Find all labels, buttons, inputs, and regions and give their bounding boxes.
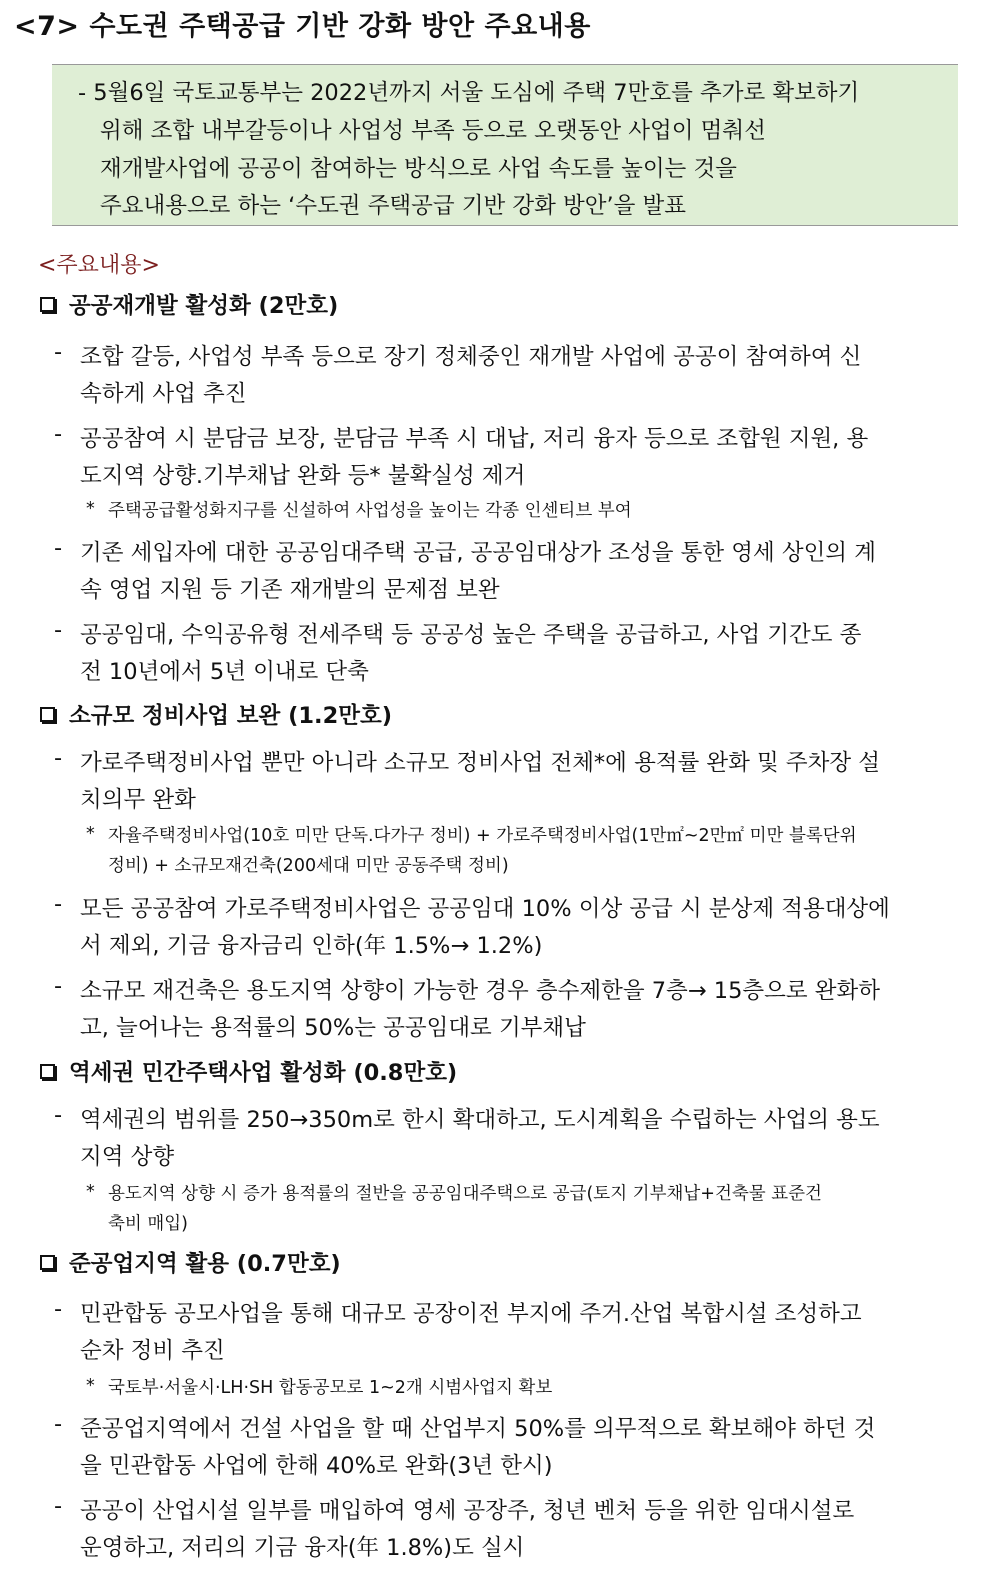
checkbox-square-icon <box>40 1255 55 1270</box>
item-line: 치의무 완화 <box>80 787 196 813</box>
page-title: <7> 수도권 주택공급 기반 강화 방안 주요내용 <box>14 11 591 42</box>
item-line: 서 제외, 기금 융자금리 인하(年 1.5%→ 1.2%) <box>80 933 543 959</box>
checkbox-square-icon <box>40 297 55 312</box>
section-heading-text: 준공업지역 활용 (0.7만호) <box>69 1251 341 1277</box>
dash-bullet: - <box>54 421 63 447</box>
section-heading-text: 역세권 민간주택사업 활성화 (0.8만호) <box>69 1060 458 1086</box>
item-line: 고, 늘어나는 용적률의 50%는 공공임대로 기부채납 <box>80 1015 586 1041</box>
item-line: 준공업지역에서 건설 사업을 할 때 산업부지 50%를 의무적으로 확보해야 하던 것 <box>80 1416 876 1442</box>
note-line: 국토부·서울시·LH·SH 합동공모로 1~2개 시범사업지 확보 <box>108 1378 553 1398</box>
dash-bullet: - <box>54 973 63 999</box>
dash-bullet: - <box>54 617 63 643</box>
section-heading <box>40 288 338 320</box>
note-star: * <box>86 1376 95 1396</box>
item-line: 운영하고, 저리의 기금 융자(年 1.8%)도 실시 <box>80 1535 525 1561</box>
section-heading-text: 소규모 정비사업 보완 (1.2만호) <box>69 703 393 729</box>
item-line: 도지역 상향.기부채납 완화 등* 불확실성 제거 <box>80 463 526 489</box>
item-line: 민관합동 공모사업을 통해 대규모 공장이전 부지에 주거.산업 복합시설 조성하고 <box>80 1301 862 1327</box>
item-line: 속 영업 지원 등 기존 재개발의 문제점 보완 <box>80 577 500 603</box>
summary-line: 위해 조합 내부갈등이나 사업성 부족 등으로 오랫동안 사업이 멈춰선 <box>100 118 766 144</box>
dash-bullet: - <box>54 339 63 365</box>
note-line: 자율주택정비사업(10호 미만 단독.다가구 정비) + 가로주택정비사업(1만㎡~2만㎡ 미만 블록단위 <box>108 826 857 846</box>
note-line: 용도지역 상향 시 증가 용적률의 절반을 공공임대주택으로 공급(토지 기부채납+건축물 표준건 <box>108 1184 822 1204</box>
dash-bullet: - <box>54 1493 63 1519</box>
dash-bullet: - <box>54 745 63 771</box>
checkbox-square-icon <box>40 707 55 722</box>
section-heading <box>40 698 392 730</box>
note-line: 축비 매입) <box>108 1214 189 1234</box>
item-line: 역세권의 범위를 250→350m로 한시 확대하고, 도시계획을 수립하는 사업의 용도 <box>80 1107 880 1133</box>
dash-bullet: - <box>54 1411 63 1437</box>
checkbox-square-icon <box>40 1064 55 1079</box>
item-line: 소규모 재건축은 용도지역 상향이 가능한 경우 층수제한을 7층→ 15층으로 완화하 <box>80 978 880 1004</box>
note-line: 정비) + 소규모재건축(200세대 미만 공동주택 정비) <box>108 856 509 876</box>
item-line: 공공참여 시 분담금 보장, 분담금 부족 시 대납, 저리 융자 등으로 조합원 지원, 용 <box>80 426 869 452</box>
item-line: 기존 세입자에 대한 공공임대주택 공급, 공공임대상가 조성을 통한 영세 상인의 계 <box>80 540 876 566</box>
item-line: 가로주택정비사업 뿐만 아니라 소규모 정비사업 전체*에 용적률 완화 및 주차장 설 <box>80 750 881 776</box>
item-line: 공공임대, 수익공유형 전세주택 등 공공성 높은 주택을 공급하고, 사업 기간도 종 <box>80 622 862 648</box>
item-line: 지역 상향 <box>80 1144 175 1170</box>
dash-bullet: - <box>54 535 63 561</box>
item-line: 전 10년에서 5년 이내로 단축 <box>80 659 369 685</box>
section-heading-text: 공공재개발 활성화 (2만호) <box>69 293 339 319</box>
item-line: 을 민관합동 사업에 한해 40%로 완화(3년 한시) <box>80 1453 553 1479</box>
dash-bullet: - <box>54 891 63 917</box>
item-line: 모든 공공참여 가로주택정비사업은 공공임대 10% 이상 공급 시 분상제 적용대상에 <box>80 896 890 922</box>
item-line: 순차 정비 추진 <box>80 1338 225 1364</box>
summary-box <box>52 64 958 226</box>
note-line: 주택공급활성화지구를 신설하여 사업성을 높이는 각종 인센티브 부여 <box>108 501 632 521</box>
note-star: * <box>86 824 95 844</box>
item-line: 조합 갈등, 사업성 부족 등으로 장기 정체중인 재개발 사업에 공공이 참여하여 신 <box>80 344 862 370</box>
section-subheading: <주요내용> <box>38 253 160 278</box>
summary-line: 재개발사업에 공공이 참여하는 방식으로 사업 속도를 높이는 것을 <box>100 156 737 182</box>
section-heading <box>40 1055 457 1087</box>
item-line: 공공이 산업시설 일부를 매입하여 영세 공장주, 청년 벤처 등을 위한 임대시설로 <box>80 1498 855 1524</box>
summary-line: - 5월6일 국토교통부는 2022년까지 서울 도심에 주택 7만호를 추가로 확보하기 <box>78 80 860 106</box>
summary-line: 주요내용으로 하는 ‘수도권 주택공급 기반 강화 방안’을 발표 <box>100 193 687 219</box>
dash-bullet: - <box>54 1296 63 1322</box>
dash-bullet: - <box>54 1102 63 1128</box>
note-star: * <box>86 499 95 519</box>
section-heading <box>40 1246 341 1278</box>
item-line: 속하게 사업 추진 <box>80 381 247 407</box>
note-star: * <box>86 1182 95 1202</box>
